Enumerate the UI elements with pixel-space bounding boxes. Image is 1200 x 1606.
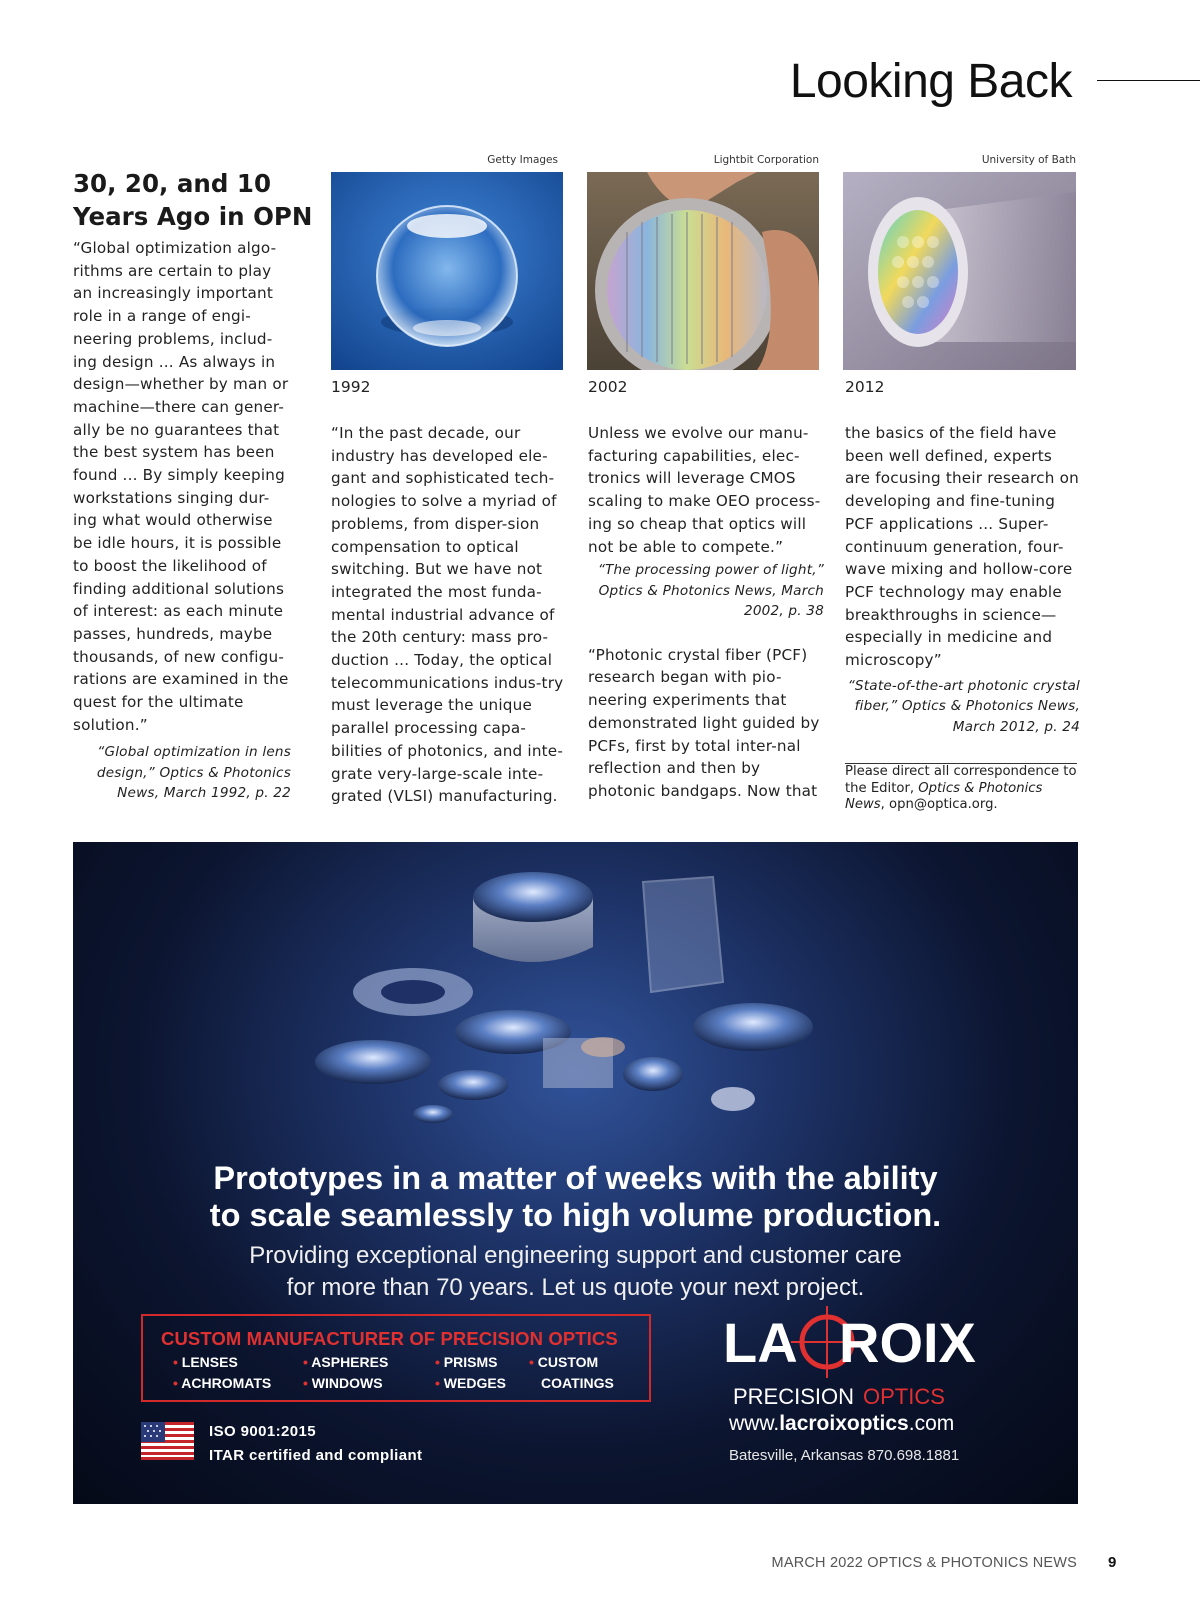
ad-subheadline: [73, 1240, 1078, 1304]
ad-headline-line-1: Prototypes in a matter of weeks with the ability: [213, 1160, 938, 1196]
ad-headline-line-2: to scale seamlessly to high volume production.: [209, 1197, 942, 1233]
ad-headline: [73, 1160, 1078, 1234]
photo-1992-lens: [331, 172, 563, 370]
service-item: • PRISMS: [435, 1354, 498, 1370]
photo-2002-wafer: [587, 172, 819, 370]
services-box: [141, 1314, 651, 1402]
services-box-title: CUSTOM MANUFACTURER OF PRECISION OPTICS: [161, 1328, 618, 1349]
lacroix-advertisement: [73, 842, 1078, 1504]
us-flag-icon: [141, 1422, 194, 1460]
citation-2002: “The processing power of light,” Optics & Photonics News, March 2002, p. 38: [597, 562, 824, 620]
column-1: [73, 237, 291, 804]
year-1992: 1992: [331, 378, 371, 396]
header-rule: [1097, 80, 1200, 81]
certifications: [209, 1420, 422, 1468]
year-2002: 2002: [588, 378, 628, 396]
footer-publication: MARCH 2022 OPTICS & PHOTONICS NEWS: [771, 1555, 1077, 1571]
photo-credit-2002: Lightbit Corporation: [713, 154, 819, 166]
service-item: • ACHROMATS: [173, 1375, 272, 1391]
service-item: • ASPHERES: [303, 1354, 389, 1370]
column-4: [845, 422, 1080, 737]
quote-2002: Unless we evolve our manu-facturing capabilities, elec-tronics will leverage CMOS scaling to make OEO process-ing so cheap that optics will not be able to compete.”: [588, 424, 821, 556]
page-number: 9: [1108, 1554, 1117, 1571]
quote-2012-continued: the basics of the field have been well defined, experts are focusing their research on developing and fine-tuning PCF applications ... Super-continuum generation, four-wave mixing and hollow-core PCF technology may enable breakthroughs in science—especially in medicine and microscopy”: [845, 424, 1079, 670]
service-item: • WINDOWS: [303, 1375, 383, 1391]
ad-website[interactable]: www.lacroixoptics.com: [729, 1412, 955, 1435]
service-item: COATINGS: [541, 1375, 614, 1391]
svg-text:OPTICS: OPTICS: [863, 1384, 945, 1409]
year-2012: 2012: [845, 378, 885, 396]
citation-1992: “Global optimization in lens design,” Optics & Photonics News, March 1992, p. 22: [96, 744, 291, 802]
ad-address: Batesville, Arkansas 870.698.1881: [729, 1447, 960, 1464]
quote-2012: “Photonic crystal fiber (PCF) research began with pio-neering experiments that demonstrated light guided by PCFs, first by total inter-nal reflection and then by photonic bandgaps. Now that: [588, 645, 820, 800]
photo-credit-2012: University of Bath: [981, 154, 1076, 166]
column-3: [588, 422, 824, 803]
svg-text:LA: LA: [723, 1311, 798, 1374]
section-heading: 30, 20, and 10 Years Ago in OPN: [73, 169, 313, 231]
service-item: • CUSTOM: [529, 1354, 599, 1370]
service-item: • WEDGES: [435, 1375, 507, 1391]
photo-credit-1992: Getty Images: [487, 154, 558, 166]
service-item: • LENSES: [173, 1354, 238, 1370]
page-header-title: Looking Back: [789, 55, 1072, 108]
iso-certification: ISO 9001:2015: [209, 1423, 316, 1440]
svg-text:PRECISION: PRECISION: [733, 1384, 855, 1409]
lacroix-logo: [723, 1304, 983, 1414]
photo-2012-fiber: [843, 172, 1076, 370]
ad-sub-line-2: for more than 70 years. Let us quote your next project.: [286, 1274, 865, 1301]
quote-1992: “Global optimization algo-rithms are certain to play an increasingly important role in a range of engi-neering problems, includ-ing design ... As always in design—whether by man or machine—there can gener-ally be no guarantees that the best system has been found ... By simply keeping workstations singing dur-ing what would otherwise be idle hours, it is possible to boost the likelihood of finding additional solutions of interest: as each minute passes, hundreds, maybe thousands, of new configu-rations are examined in the quest for the ultimate solution.”: [73, 239, 289, 734]
optics-product-image: [73, 842, 1078, 1172]
ad-sub-line-1: Providing exceptional engineering support and customer care: [249, 1242, 902, 1269]
svg-text:ROIX: ROIX: [839, 1311, 976, 1374]
quote-1992-continued: “In the past decade, our industry has developed ele-gant and sophisticated tech-nologies to solve a myriad of problems, from disper-sion compensation to optical switching. But we have not integrated the most funda-mental industrial advance of the 20th century: mass pro-duction ... Today, the optical telecommunications indus-try must leverage the unique parallel processing capa-bilities of photonics, and inte-grate very-large-scale inte-grated (VLSI) manufacturing.: [331, 424, 564, 806]
correspondence-note: Please direct all correspondence to the Editor, Optics & Photonics News, opn@optica.org.: [845, 764, 1077, 812]
citation-2012: “State-of-the-art photonic crystal fiber,” Optics & Photonics News, March 2012, p. 24: [847, 677, 1080, 735]
column-2: [331, 422, 566, 808]
itar-certification: ITAR certified and compliant: [209, 1447, 423, 1464]
